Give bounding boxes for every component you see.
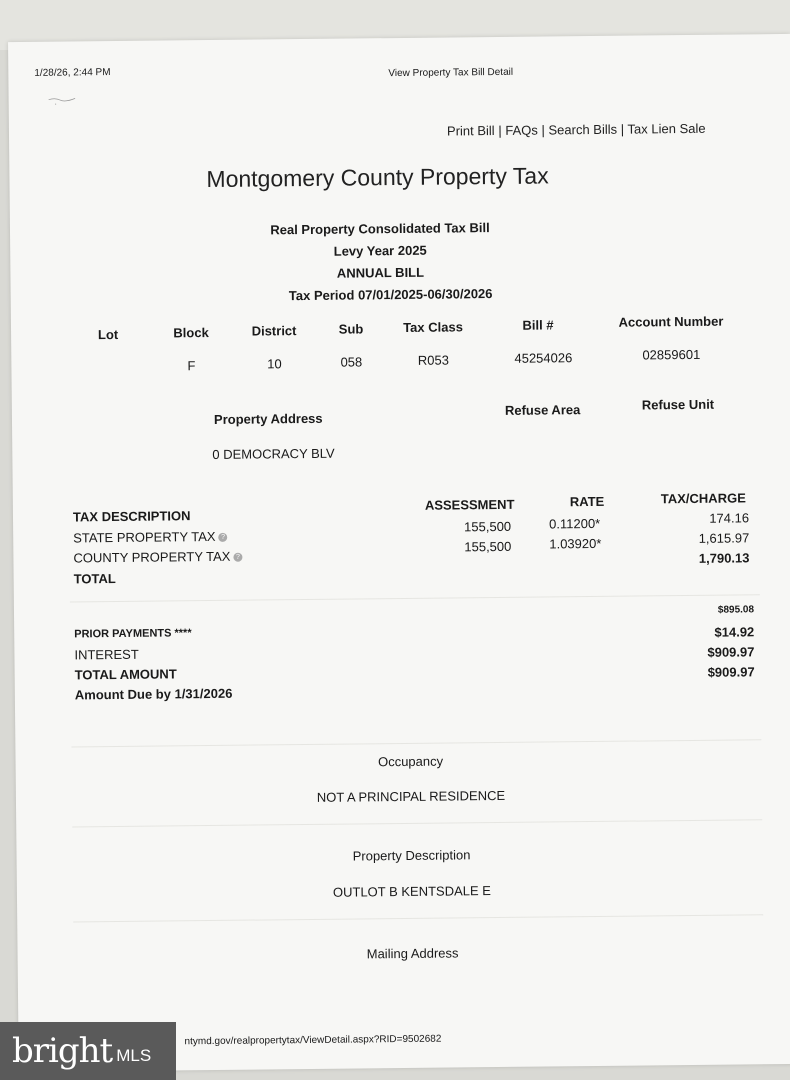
link-separator: | [498, 122, 502, 138]
tax-lien-sale-link[interactable]: Tax Lien Sale [627, 120, 706, 137]
county-tax-rate: 1.03920* [549, 535, 602, 552]
total-label: TOTAL [73, 570, 116, 587]
sub-header: Sub [338, 321, 364, 337]
annual-bill-label: ANNUAL BILL [336, 264, 425, 281]
amount-due-value: $909.97 [707, 664, 755, 680]
search-bills-link[interactable]: Search Bills [548, 121, 618, 138]
occupancy-value: NOT A PRINCIPAL RESIDENCE [316, 787, 506, 805]
divider [72, 819, 762, 827]
total-amount-value: $909.97 [707, 644, 755, 660]
due-date: 1/31/2026 [174, 685, 233, 702]
watermark-suffix: MLS [116, 1046, 152, 1065]
tax-row-description [73, 529, 227, 546]
county-tax-label: COUNTY PROPERTY TAX [73, 548, 231, 566]
total-amount-label: TOTAL AMOUNT [74, 666, 177, 683]
print-page-title: View Property Tax Bill Detail [388, 66, 514, 80]
mailing-address-label: Mailing Address [366, 945, 459, 962]
block-value: F [187, 358, 196, 374]
bill-number-header: Bill # [522, 317, 554, 333]
printed-page [8, 34, 790, 1072]
bill-number-value: 45254026 [514, 350, 573, 366]
amount-due-label [75, 686, 233, 703]
tax-class-value: R053 [417, 352, 449, 368]
interest-label: INTEREST [74, 646, 139, 663]
levy-year [300, 242, 460, 259]
bill-type-heading: Real Property Consolidated Tax Bill [270, 220, 490, 238]
assessment-header: ASSESSMENT [424, 496, 515, 513]
district-value: 10 [267, 356, 282, 372]
sub-value: 058 [340, 354, 363, 370]
interest-value: $14.92 [714, 624, 755, 640]
divider [73, 914, 763, 922]
rate-header: RATE [569, 493, 605, 510]
state-tax-label: STATE PROPERTY TAX [73, 528, 216, 546]
tax-charge-header: TAX/CHARGE [660, 490, 746, 507]
state-tax-assessment: 155,500 [464, 518, 512, 535]
amount-due-by-label: Amount Due by [74, 686, 171, 703]
county-tax-charge: 1,615.97 [698, 530, 750, 546]
account-number-header: Account Number [618, 313, 724, 330]
prior-payments-value: $895.08 [717, 604, 755, 616]
levy-year-label: Levy Year [333, 243, 395, 259]
county-tax-assessment: 155,500 [464, 538, 512, 555]
ink-smudge [33, 96, 93, 107]
print-bill-link[interactable]: Print Bill [446, 123, 495, 139]
tax-period-label: Tax Period [288, 287, 355, 304]
divider [70, 594, 760, 602]
levy-year-value: 2025 [397, 242, 427, 259]
state-tax-charge: 174.16 [709, 510, 750, 526]
refuse-area-label: Refuse Area [504, 402, 581, 418]
tax-class-header: Tax Class [403, 319, 463, 335]
property-description-label: Property Description [352, 847, 471, 864]
footer-url: ntymd.gov/realpropertytax/ViewDetail.aspx?RID=9502682 [184, 1033, 442, 1048]
link-separator: | [541, 122, 545, 138]
top-links [447, 121, 706, 139]
faqs-link[interactable]: FAQs [505, 122, 538, 138]
link-separator: | [620, 121, 625, 137]
tax-row-description [73, 549, 242, 566]
bright-mls-watermark [0, 1022, 176, 1080]
property-address-value: 0 DEMOCRACY BLV [212, 445, 335, 462]
tax-period-value: 07/01/2025-06/30/2026 [357, 286, 493, 303]
page-title: Montgomery County Property Tax [206, 162, 549, 193]
print-timestamp: 1/28/26, 2:44 PM [34, 67, 111, 79]
info-icon[interactable]: ? [233, 553, 242, 562]
tax-period [271, 286, 511, 304]
state-tax-rate: 0.11200* [549, 515, 601, 532]
prior-payments-label: PRIOR PAYMENTS **** [74, 627, 192, 641]
property-description-value: OUTLOT B KENTSDALE E [332, 883, 491, 900]
refuse-unit-label: Refuse Unit [641, 396, 715, 413]
lot-header: Lot [97, 326, 119, 343]
account-number-value: 02859601 [642, 346, 701, 363]
info-icon[interactable]: ? [219, 533, 228, 542]
divider [71, 739, 761, 747]
tax-description-header: TAX DESCRIPTION [72, 508, 191, 525]
property-address-label: Property Address [213, 410, 323, 427]
occupancy-label: Occupancy [377, 753, 444, 770]
watermark-brand: bright [12, 1031, 113, 1071]
district-header: District [251, 323, 297, 339]
total-value: 1,790.13 [698, 550, 750, 566]
block-header: Block [173, 325, 209, 341]
